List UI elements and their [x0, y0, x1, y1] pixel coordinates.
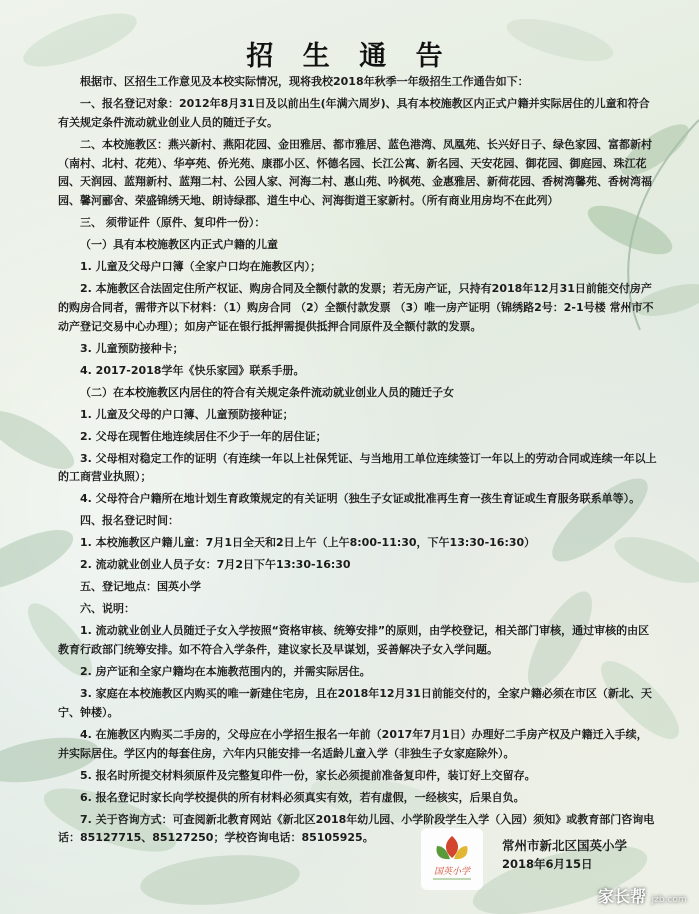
notice-body — [58, 73, 658, 851]
footer-school-name: 常州市新北区国英小学 — [502, 838, 628, 853]
section-local-item: 2. 本施教区合法固定住所产权证、购房合同及全额付款的发票；若无房产证，只持有2018年12月31日前能交付房产的购房合同者，需带齐以下材料：（1）购房合同 （2）全额付款发票 （3）唯一房产证明（锦绣路2号：2-1号楼 常州市不动产登记交易中心办理）；如房产证在银行抵押需提供抵押合同原件及全额付款的发票。 — [58, 282, 654, 333]
required-documents-heading: 三、 须带证件（原件、复印件一份）： — [80, 216, 266, 230]
note-item: 2. 房产证和全家户籍均在本施教范围内的，并需实际居住。 — [80, 665, 371, 679]
registration-time-item: 1. 本校施教区户籍儿童：7月1日全天和2日上午（上午8:00-11:30，下午13:30-16:30） — [80, 536, 536, 550]
school-district: 二、本校施教区：燕兴新村、燕阳花园、金田雅居、都市雅居、蓝色港湾、凤凰苑、长兴好日子、绿色家园、富都新村（南村、北村、花苑）、华亭苑、侨光苑、康郡小区、怀德名园、长江公寓、新名园、天安花园、御花园、御庭园、珠江花园、天润园、蓝翔新村、蓝翔二村、公园人家、河海二村、惠山苑、吟枫苑、金惠雅居、新荷花园、香树湾馨苑、香树湾福园、馨河郦舍、荣盛锦绣天地、朗诗绿郡、道生中心、河海街道王家新村。（所有商业用房均不在此列） — [58, 137, 652, 208]
section-migrant-title: （二）在本校施教区内居住的符合有关规定条件流动就业创业人员的随迁子女 — [80, 385, 454, 399]
enrollment-target: 一、报名登记对象：2012年8月31日及以前出生(年满六周岁)、具有本校施教区内正式户籍并实际居住的儿童和符合有关规定条件流动就业创业人员的随迁子女。 — [58, 96, 650, 129]
notes-heading: 六、说明： — [80, 602, 135, 616]
note-item: 7. 关于咨询方式：可查阅新北教育网站《新北区2018年幼儿园、小学阶段学生入学（入园）须知》或教育部门咨询电话：85127715、85127250；学校咨询电话：85105925。 — [58, 812, 655, 845]
school-logo-icon — [421, 828, 483, 890]
section-local-item: 1. 儿童及父母户口簿（全家户口均在施教区内）； — [80, 260, 322, 274]
section-migrant-item: 1. 儿童及父母的户口簿、儿童预防接种证； — [80, 407, 294, 421]
registration-location: 五、登记地点：国英小学 — [80, 580, 201, 594]
watermark-subtext: jzb.com — [651, 895, 687, 905]
footer-date: 2018年6月15日 — [502, 857, 593, 871]
registration-time-heading: 四、报名登记时间： — [80, 514, 179, 528]
watermark-text: 家长帮 — [598, 887, 647, 906]
section-local-item: 4. 2017-2018学年《快乐家园》联系手册。 — [80, 363, 305, 377]
intro-paragraph: 根据市、区招生工作意见及本校实际情况，现将我校2018年秋季一年级招生工作通告如下： — [80, 75, 529, 88]
section-local-title: （一）具有本校施教区内正式户籍的儿童 — [80, 238, 278, 252]
note-item: 6. 报名登记时家长向学校提供的所有材料必须真实有效，若有虚假，一经核实，后果自负。 — [80, 790, 525, 804]
watermark — [598, 884, 687, 907]
section-local-item: 3. 儿童预防接种卡； — [80, 341, 184, 355]
svg-text:国英小学: 国英小学 — [433, 867, 471, 877]
section-migrant-item: 4. 父母符合户籍所在地计划生育政策规定的有关证明（独生子女证或批准再生育一孩生育证或生育服务联系单等）。 — [80, 492, 641, 506]
note-item: 5. 报名时所提交材料须原件及完整复印件一份，家长必须提前准备复印件，装订好上交留存。 — [80, 768, 536, 782]
note-item: 1. 流动就业创业人员随迁子女入学按照“资格审核、统筹安排”的原则，由学校登记，相关部门审核，通过审核的由区教育行政部门统筹安排。如不符合入学条件，建议家长及早谋划，妥善解决子女入学问题。 — [58, 624, 650, 657]
note-item: 4. 在施教区内购买二手房的，父母应在小学招生报名一年前（2017年7月1日）办理好二手房产权及户籍迁入手续，并实际居住。学区内的每套住房，六年内只能安排一名适龄儿童入学（非独生子女家庭除外）。 — [58, 727, 648, 760]
registration-time-item: 2. 流动就业创业人员子女：7月2日下午13:30-16:30 — [80, 558, 351, 572]
section-migrant-item: 2. 父母在现暂住地连续居住不少于一年的居住证； — [80, 429, 327, 443]
note-item: 3. 家庭在本校施教区内购买的唯一新建住宅房，且在2018年12月31日前能交付的，全家户籍必须在市区（新北、天宁、钟楼）。 — [58, 687, 652, 719]
section-migrant-item: 3. 父母相对稳定工作的证明（有连续一年以上社保凭证、与当地用工单位连续签订一年以上的劳动合同或连续一年以上的工商营业执照）； — [58, 451, 657, 484]
notice-title: 招 生 通 告 — [246, 41, 453, 72]
